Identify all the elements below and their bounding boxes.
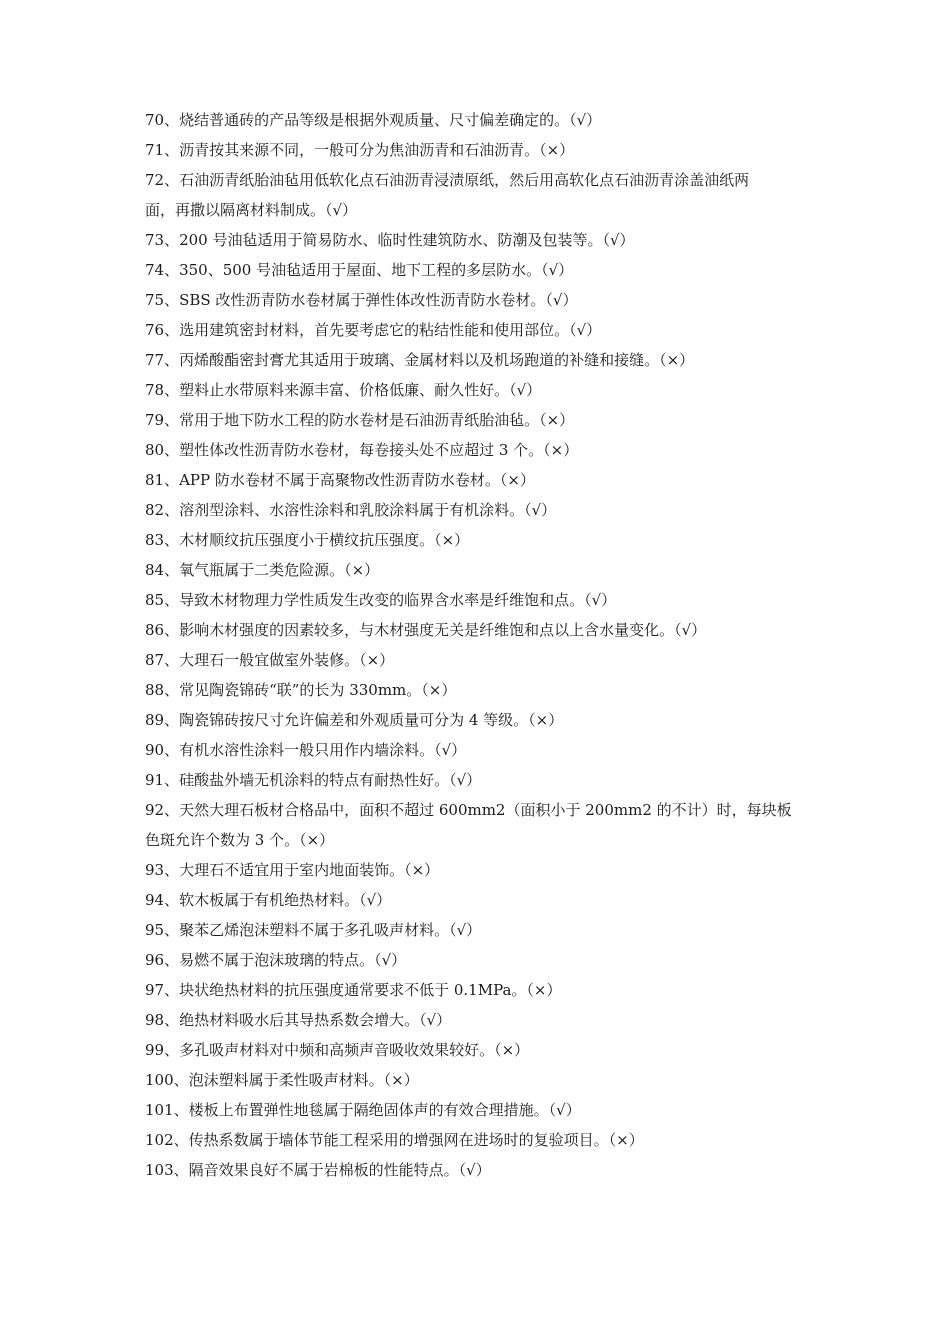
- text-line: 84、氧气瓶属于二类危险源。（×）: [145, 561, 380, 579]
- text-line: 92、天然大理石板材合格品中，面积不超过 600mm2（面积小于 200mm2 的不计）时，每块板: [145, 801, 792, 819]
- text-line: 86、影响木材强度的因素较多，与木材强度无关是纤维饱和点以上含水量变化。（√）: [145, 621, 707, 639]
- text-line: 74、350、500 号油毡适用于屋面、地下工程的多层防水。（√）: [145, 261, 574, 279]
- text-line: 76、选用建筑密封材料，首先要考虑它的粘结性能和使用部位。（√）: [145, 321, 602, 339]
- text-line: 97、块状绝热材料的抗压强度通常要求不低于 0.1MPa。（×）: [145, 981, 562, 999]
- text-line: 73、200 号油毡适用于简易防水、临时性建筑防水、防潮及包装等。（√）: [145, 231, 635, 249]
- text-line: 81、APP 防水卷材不属于高聚物改性沥青防水卷材。（×）: [145, 471, 535, 489]
- text-line: 85、导致木材物理力学性质发生改变的临界含水率是纤维饱和点。（√）: [145, 591, 617, 609]
- text-line: 99、多孔吸声材料对中频和高频声音吸收效果较好。（×）: [145, 1041, 530, 1059]
- text-line: 98、绝热材料吸水后其导热系数会增大。（√）: [145, 1011, 452, 1029]
- text-line: 87、大理石一般宜做室外装修。（×）: [145, 651, 395, 669]
- text-line: 93、大理石不适宜用于室内地面装饰。（×）: [145, 861, 440, 879]
- text-line: 77、丙烯酸酯密封膏尤其适用于玻璃、金属材料以及机场跑道的补缝和接缝。（×）: [145, 351, 695, 369]
- text-line: 79、常用于地下防水工程的防水卷材是石油沥青纸胎油毡。（×）: [145, 411, 575, 429]
- text-line: 90、有机水溶性涂料一般只用作内墙涂料。（√）: [145, 741, 467, 759]
- text-line: 102、传热系数属于墙体节能工程采用的增强网在进场时的复验项目。（×）: [145, 1131, 644, 1149]
- text-line: 82、溶剂型涂料、水溶性涂料和乳胶涂料属于有机涂料。（√）: [145, 501, 557, 519]
- text-line: 101、楼板上布置弹性地毯属于隔绝固体声的有效合理措施。（√）: [145, 1101, 581, 1119]
- text-line: 83、木材顺纹抗压强度小于横纹抗压强度。（×）: [145, 531, 470, 549]
- text-line: 71、沥青按其来源不同，一般可分为焦油沥青和石油沥青。（×）: [145, 141, 575, 159]
- text-line: 78、塑料止水带原料来源丰富、价格低廉、耐久性好。（√）: [145, 381, 542, 399]
- document-body: [145, 105, 825, 1185]
- text-line: 80、塑性体改性沥青防水卷材，每卷接头处不应超过 3 个。（×）: [145, 441, 579, 459]
- text-line: 94、软木板属于有机绝热材料。（√）: [145, 891, 392, 909]
- text-line: 103、隔音效果良好不属于岩棉板的性能特点。（√）: [145, 1161, 491, 1179]
- text-line: 96、易燃不属于泡沫玻璃的特点。（√）: [145, 951, 407, 969]
- text-line: 89、陶瓷锦砖按尺寸允许偏差和外观质量可分为 4 等级。（×）: [145, 711, 564, 729]
- text-line: 88、常见陶瓷锦砖“联”的长为 330mm。（×）: [145, 681, 457, 699]
- text-line: 100、泡沫塑料属于柔性吸声材料。（×）: [145, 1071, 419, 1089]
- text-line: 72、石油沥青纸胎油毡用低软化点石油沥青浸渍原纸，然后用高软化点石油沥青涂盖油纸两: [145, 171, 750, 189]
- text-line: 70、烧结普通砖的产品等级是根据外观质量、尺寸偏差确定的。（√）: [145, 111, 602, 129]
- text-line: 75、SBS 改性沥青防水卷材属于弹性体改性沥青防水卷材。（√）: [145, 291, 578, 309]
- text-line: 色斑允许个数为 3 个。（×）: [145, 831, 335, 849]
- text-line: 面，再撒以隔离材料制成。（√）: [145, 201, 358, 219]
- text-line: 95、聚苯乙烯泡沫塑料不属于多孔吸声材料。（√）: [145, 921, 482, 939]
- text-line: 91、硅酸盐外墙无机涂料的特点有耐热性好。（√）: [145, 771, 482, 789]
